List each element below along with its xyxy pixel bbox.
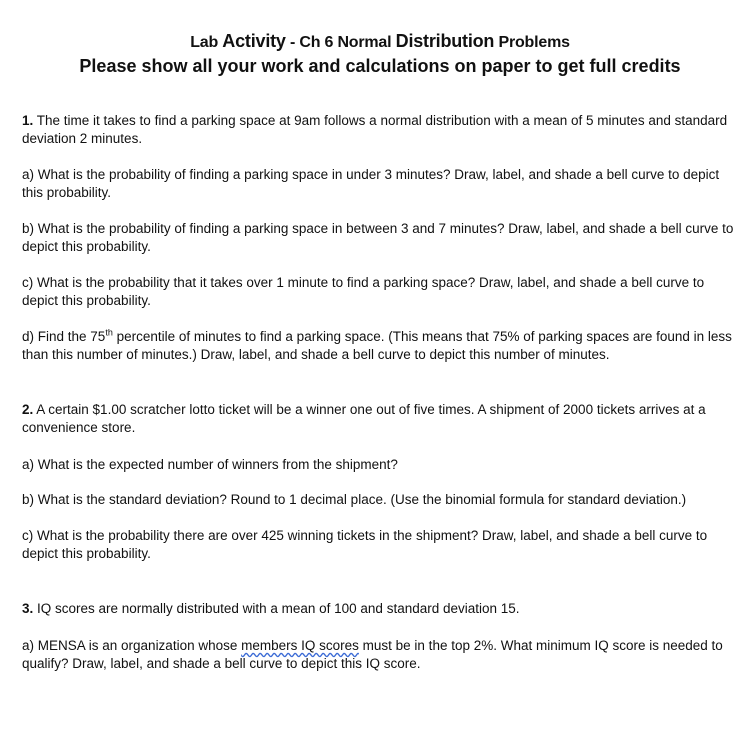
title-lab: Lab bbox=[190, 34, 223, 51]
title-block bbox=[0, 30, 754, 78]
problem-2c: c) What is the probability there are over 425 winning tickets in the shipment? Draw, label, and shade a bell curve to depict this probability. bbox=[22, 528, 708, 561]
title-middle: - Ch 6 Normal bbox=[285, 34, 396, 51]
problem-2-stem-text: A certain $1.00 scratcher lotto ticket will be a winner one out of five times. A shipment of 2000 tickets arrives at a convenience store. bbox=[22, 402, 706, 435]
problem-1c: c) What is the probability that it takes over 1 minute to find a parking space? Draw, label, and shade a bell curve to depict this probability. bbox=[22, 275, 705, 308]
problem-2-number: 2. bbox=[22, 402, 34, 417]
problem-1a: a) What is the probability of finding a parking space in under 3 minutes? Draw, label, and shade a bell curve to depict this probability. bbox=[22, 167, 720, 200]
problem-3-stem bbox=[22, 600, 742, 618]
page-title bbox=[0, 30, 754, 54]
problem-1d-prefix: d) Find the 75 bbox=[22, 329, 106, 344]
problem-1b: b) What is the probability of finding a parking space in between 3 and 7 minutes? Draw, label, and shade a bell curve to depict this probability. bbox=[22, 221, 734, 254]
problem-1-stem bbox=[22, 112, 742, 148]
problem-2a: a) What is the expected number of winners from the shipment? bbox=[22, 457, 398, 472]
problem-1d-suffix: percentile of minutes to find a parking space. (This means that 75% of parking spaces are found in less than this number of minutes.) Draw, label, and shade a bell curve to depict this number of minutes. bbox=[22, 329, 732, 362]
problem-3a-suffix: must be in the top 2%. What minimum IQ score is needed to qualify? Draw, label, and shade a bell curve to depict this IQ score. bbox=[22, 638, 723, 671]
title-distribution: Distribution bbox=[395, 31, 495, 51]
problem-1-stem-text: The time it takes to find a parking space at 9am follows a normal distribution with a mean of 5 minutes and standard deviation 2 minutes. bbox=[22, 113, 728, 146]
spellcheck-underline: members IQ scores bbox=[241, 638, 359, 653]
problem-1d bbox=[22, 328, 742, 364]
problem-3a bbox=[22, 637, 742, 673]
page-subtitle: Please show all your work and calculations on paper to get full credits bbox=[79, 56, 681, 76]
title-problems: Problems bbox=[494, 34, 570, 51]
title-activity: Activity bbox=[222, 31, 286, 51]
problem-1-number: 1. bbox=[22, 113, 34, 128]
problem-1d-sup: th bbox=[105, 327, 113, 338]
problem-2-stem bbox=[22, 401, 742, 437]
problem-3-number: 3. bbox=[22, 601, 34, 616]
problem-3a-prefix: a) MENSA is an organization whose bbox=[22, 638, 242, 653]
problem-3-stem-text: IQ scores are normally distributed with a mean of 100 and standard deviation 15. bbox=[33, 601, 520, 616]
problem-2b: b) What is the standard deviation? Round to 1 decimal place. (Use the binomial formula for standard deviation.) bbox=[22, 492, 687, 507]
